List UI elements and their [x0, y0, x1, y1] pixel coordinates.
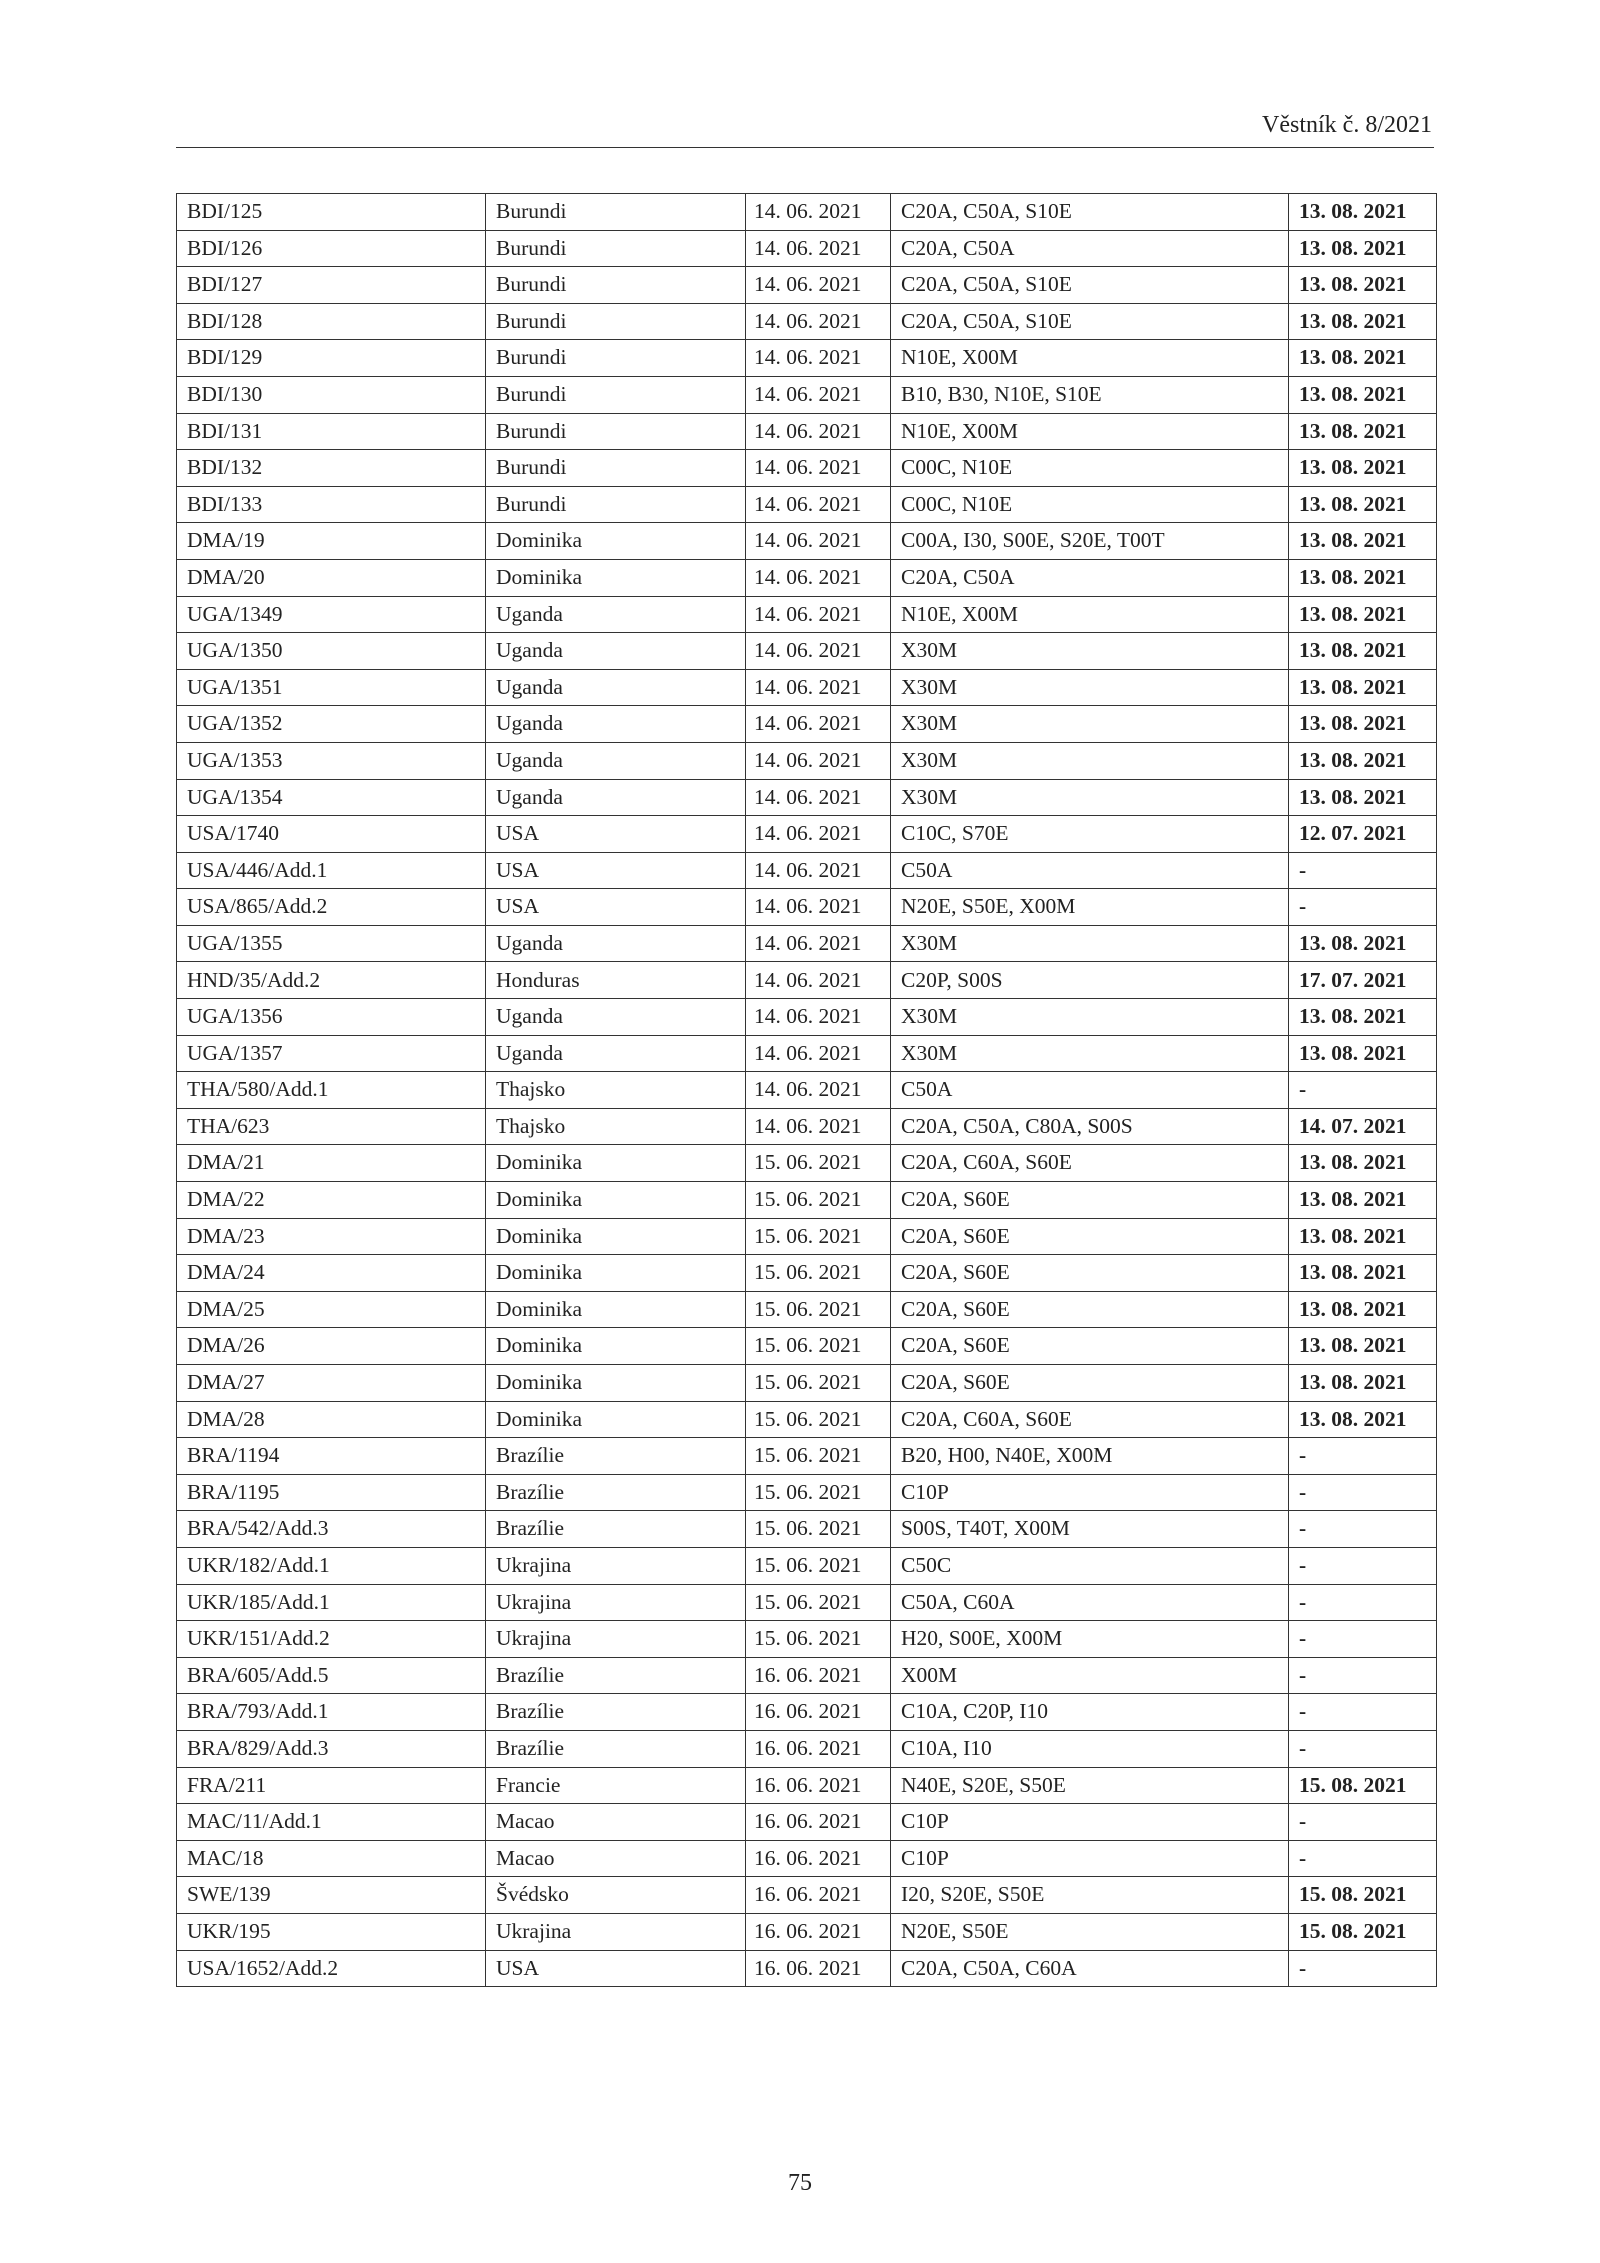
codes-cell: X30M — [891, 779, 1289, 816]
codes-cell: C20A, C50A, S10E — [891, 303, 1289, 340]
table-row — [177, 1072, 1437, 1109]
deadline-cell: 13. 08. 2021 — [1289, 669, 1437, 706]
country-cell: Uganda — [486, 999, 746, 1036]
codes-cell: C50C — [891, 1547, 1289, 1584]
codes-cell: C50A, C60A — [891, 1584, 1289, 1621]
date-cell: 15. 06. 2021 — [746, 1547, 891, 1584]
document-code-cell: UGA/1354 — [177, 779, 486, 816]
document-code-cell: BDI/128 — [177, 303, 486, 340]
document-code-cell: UGA/1350 — [177, 633, 486, 670]
date-cell: 16. 06. 2021 — [746, 1840, 891, 1877]
country-cell: Ukrajina — [486, 1621, 746, 1658]
deadline-cell: 13. 08. 2021 — [1289, 1182, 1437, 1219]
codes-cell: N20E, S50E, X00M — [891, 889, 1289, 926]
table-row — [177, 1913, 1437, 1950]
codes-cell: C00A, I30, S00E, S20E, T00T — [891, 523, 1289, 560]
deadline-cell: 13. 08. 2021 — [1289, 999, 1437, 1036]
notifications-table — [176, 193, 1437, 1987]
deadline-cell: 12. 07. 2021 — [1289, 816, 1437, 853]
table-row — [177, 1438, 1437, 1475]
country-cell: Macao — [486, 1840, 746, 1877]
codes-cell: X30M — [891, 669, 1289, 706]
deadline-cell: 13. 08. 2021 — [1289, 523, 1437, 560]
table-row — [177, 1511, 1437, 1548]
document-code-cell: DMA/28 — [177, 1401, 486, 1438]
document-code-cell: UGA/1349 — [177, 596, 486, 633]
country-cell: Brazílie — [486, 1438, 746, 1475]
date-cell: 14. 06. 2021 — [746, 999, 891, 1036]
country-cell: Dominika — [486, 559, 746, 596]
page-number: 75 — [788, 2170, 812, 2196]
country-cell: Uganda — [486, 706, 746, 743]
deadline-cell: - — [1289, 1730, 1437, 1767]
date-cell: 14. 06. 2021 — [746, 559, 891, 596]
deadline-cell: - — [1289, 1840, 1437, 1877]
codes-cell: C20A, C50A — [891, 559, 1289, 596]
deadline-cell: 13. 08. 2021 — [1289, 340, 1437, 377]
codes-cell: C20A, S60E — [891, 1182, 1289, 1219]
country-cell: Brazílie — [486, 1511, 746, 1548]
document-code-cell: HND/35/Add.2 — [177, 962, 486, 999]
document-code-cell: DMA/25 — [177, 1291, 486, 1328]
date-cell: 14. 06. 2021 — [746, 486, 891, 523]
document-code-cell: BDI/131 — [177, 413, 486, 450]
document-code-cell: DMA/27 — [177, 1365, 486, 1402]
deadline-cell: - — [1289, 1547, 1437, 1584]
date-cell: 15. 06. 2021 — [746, 1584, 891, 1621]
table-row — [177, 1328, 1437, 1365]
country-cell: USA — [486, 889, 746, 926]
date-cell: 15. 06. 2021 — [746, 1621, 891, 1658]
date-cell: 16. 06. 2021 — [746, 1694, 891, 1731]
table-row — [177, 999, 1437, 1036]
table-row — [177, 376, 1437, 413]
table-row — [177, 1035, 1437, 1072]
country-cell: Brazílie — [486, 1474, 746, 1511]
deadline-cell: 13. 08. 2021 — [1289, 742, 1437, 779]
date-cell: 15. 06. 2021 — [746, 1365, 891, 1402]
codes-cell: C10C, S70E — [891, 816, 1289, 853]
date-cell: 14. 06. 2021 — [746, 889, 891, 926]
deadline-cell: 13. 08. 2021 — [1289, 925, 1437, 962]
deadline-cell: 13. 08. 2021 — [1289, 559, 1437, 596]
country-cell: Dominika — [486, 1182, 746, 1219]
deadline-cell: 13. 08. 2021 — [1289, 486, 1437, 523]
deadline-cell: 13. 08. 2021 — [1289, 633, 1437, 670]
codes-cell: X30M — [891, 1035, 1289, 1072]
deadline-cell: 13. 08. 2021 — [1289, 1291, 1437, 1328]
date-cell: 15. 06. 2021 — [746, 1255, 891, 1292]
document-code-cell: BDI/130 — [177, 376, 486, 413]
country-cell: Brazílie — [486, 1694, 746, 1731]
deadline-cell: 13. 08. 2021 — [1289, 1218, 1437, 1255]
codes-cell: X30M — [891, 925, 1289, 962]
country-cell: USA — [486, 852, 746, 889]
date-cell: 14. 06. 2021 — [746, 816, 891, 853]
table-body — [177, 194, 1437, 1987]
country-cell: Burundi — [486, 230, 746, 267]
date-cell: 14. 06. 2021 — [746, 742, 891, 779]
date-cell: 15. 06. 2021 — [746, 1182, 891, 1219]
document-code-cell: USA/446/Add.1 — [177, 852, 486, 889]
date-cell: 15. 06. 2021 — [746, 1218, 891, 1255]
codes-cell: C20A, C60A, S60E — [891, 1145, 1289, 1182]
table-row — [177, 559, 1437, 596]
deadline-cell: - — [1289, 889, 1437, 926]
country-cell: Uganda — [486, 633, 746, 670]
codes-cell: C20A, C60A, S60E — [891, 1401, 1289, 1438]
date-cell: 16. 06. 2021 — [746, 1950, 891, 1987]
country-cell: Burundi — [486, 194, 746, 231]
codes-cell: C20A, C50A, C80A, S00S — [891, 1108, 1289, 1145]
document-code-cell: MAC/18 — [177, 1840, 486, 1877]
date-cell: 15. 06. 2021 — [746, 1438, 891, 1475]
deadline-cell: 15. 08. 2021 — [1289, 1877, 1437, 1914]
table-row — [177, 1401, 1437, 1438]
document-code-cell: BDI/132 — [177, 450, 486, 487]
codes-cell: C10P — [891, 1474, 1289, 1511]
country-cell: Brazílie — [486, 1730, 746, 1767]
deadline-cell: - — [1289, 1657, 1437, 1694]
document-code-cell: UKR/195 — [177, 1913, 486, 1950]
deadline-cell: 15. 08. 2021 — [1289, 1913, 1437, 1950]
document-code-cell: BDI/129 — [177, 340, 486, 377]
date-cell: 16. 06. 2021 — [746, 1730, 891, 1767]
codes-cell: N10E, X00M — [891, 596, 1289, 633]
table-row — [177, 1657, 1437, 1694]
country-cell: Burundi — [486, 376, 746, 413]
table-row — [177, 1474, 1437, 1511]
document-code-cell: UGA/1357 — [177, 1035, 486, 1072]
codes-cell: N10E, X00M — [891, 413, 1289, 450]
document-code-cell: THA/580/Add.1 — [177, 1072, 486, 1109]
table-row — [177, 1804, 1437, 1841]
codes-cell: C20A, S60E — [891, 1328, 1289, 1365]
date-cell: 15. 06. 2021 — [746, 1291, 891, 1328]
document-code-cell: MAC/11/Add.1 — [177, 1804, 486, 1841]
codes-cell: C10A, C20P, I10 — [891, 1694, 1289, 1731]
codes-cell: C20A, C50A, S10E — [891, 194, 1289, 231]
country-cell: Dominika — [486, 1401, 746, 1438]
document-code-cell: UGA/1351 — [177, 669, 486, 706]
codes-cell: I20, S20E, S50E — [891, 1877, 1289, 1914]
document-code-cell: UKR/151/Add.2 — [177, 1621, 486, 1658]
deadline-cell: 13. 08. 2021 — [1289, 1255, 1437, 1292]
table-row — [177, 596, 1437, 633]
table-row — [177, 1218, 1437, 1255]
country-cell: Uganda — [486, 669, 746, 706]
deadline-cell: - — [1289, 1072, 1437, 1109]
document-code-cell: UKR/182/Add.1 — [177, 1547, 486, 1584]
codes-cell: C20A, C50A, S10E — [891, 267, 1289, 304]
date-cell: 14. 06. 2021 — [746, 523, 891, 560]
country-cell: Uganda — [486, 1035, 746, 1072]
date-cell: 16. 06. 2021 — [746, 1767, 891, 1804]
table-row — [177, 742, 1437, 779]
deadline-cell: 13. 08. 2021 — [1289, 303, 1437, 340]
codes-cell: N20E, S50E — [891, 1913, 1289, 1950]
deadline-cell: - — [1289, 1438, 1437, 1475]
country-cell: Dominika — [486, 1145, 746, 1182]
document-code-cell: DMA/26 — [177, 1328, 486, 1365]
codes-cell: C00C, N10E — [891, 486, 1289, 523]
document-code-cell: USA/1652/Add.2 — [177, 1950, 486, 1987]
codes-cell: C20A, S60E — [891, 1218, 1289, 1255]
country-cell: Ukrajina — [486, 1913, 746, 1950]
date-cell: 14. 06. 2021 — [746, 633, 891, 670]
deadline-cell: - — [1289, 1621, 1437, 1658]
table-row — [177, 340, 1437, 377]
table-row — [177, 852, 1437, 889]
table-row — [177, 230, 1437, 267]
date-cell: 14. 06. 2021 — [746, 303, 891, 340]
table-row — [177, 267, 1437, 304]
codes-cell: C10A, I10 — [891, 1730, 1289, 1767]
codes-cell: C20A, C50A, C60A — [891, 1950, 1289, 1987]
date-cell: 14. 06. 2021 — [746, 669, 891, 706]
codes-cell: B20, H00, N40E, X00M — [891, 1438, 1289, 1475]
country-cell: Švédsko — [486, 1877, 746, 1914]
table-row — [177, 925, 1437, 962]
deadline-cell: 13. 08. 2021 — [1289, 1401, 1437, 1438]
table-row — [177, 1182, 1437, 1219]
deadline-cell: - — [1289, 1804, 1437, 1841]
codes-cell: N10E, X00M — [891, 340, 1289, 377]
table-row — [177, 1950, 1437, 1987]
document-code-cell: DMA/24 — [177, 1255, 486, 1292]
date-cell: 14. 06. 2021 — [746, 194, 891, 231]
country-cell: USA — [486, 1950, 746, 1987]
table-row — [177, 303, 1437, 340]
document-code-cell: USA/1740 — [177, 816, 486, 853]
deadline-cell: - — [1289, 852, 1437, 889]
date-cell: 14. 06. 2021 — [746, 1072, 891, 1109]
codes-cell: C20A, S60E — [891, 1255, 1289, 1292]
country-cell: Uganda — [486, 742, 746, 779]
country-cell: Ukrajina — [486, 1584, 746, 1621]
document-code-cell: BRA/542/Add.3 — [177, 1511, 486, 1548]
document-code-cell: BDI/125 — [177, 194, 486, 231]
deadline-cell: 13. 08. 2021 — [1289, 779, 1437, 816]
codes-cell: C10P — [891, 1804, 1289, 1841]
table-row — [177, 1877, 1437, 1914]
table-row — [177, 1767, 1437, 1804]
document-code-cell: DMA/21 — [177, 1145, 486, 1182]
table-row — [177, 889, 1437, 926]
table-row — [177, 1730, 1437, 1767]
date-cell: 16. 06. 2021 — [746, 1913, 891, 1950]
deadline-cell: 13. 08. 2021 — [1289, 230, 1437, 267]
country-cell: Burundi — [486, 486, 746, 523]
date-cell: 14. 06. 2021 — [746, 267, 891, 304]
table-row — [177, 1621, 1437, 1658]
document-code-cell: SWE/139 — [177, 1877, 486, 1914]
country-cell: Burundi — [486, 340, 746, 377]
date-cell: 15. 06. 2021 — [746, 1474, 891, 1511]
table-row — [177, 779, 1437, 816]
table-row — [177, 1145, 1437, 1182]
page-header — [176, 112, 1434, 148]
deadline-cell: - — [1289, 1511, 1437, 1548]
codes-cell: C20P, S00S — [891, 962, 1289, 999]
codes-cell: B10, B30, N10E, S10E — [891, 376, 1289, 413]
document-code-cell: BRA/1195 — [177, 1474, 486, 1511]
document-code-cell: BRA/1194 — [177, 1438, 486, 1475]
codes-cell: C00C, N10E — [891, 450, 1289, 487]
document-code-cell: UGA/1352 — [177, 706, 486, 743]
table-row — [177, 194, 1437, 231]
table-row — [177, 706, 1437, 743]
date-cell: 14. 06. 2021 — [746, 413, 891, 450]
table-row — [177, 486, 1437, 523]
table-row — [177, 669, 1437, 706]
date-cell: 14. 06. 2021 — [746, 1108, 891, 1145]
document-code-cell: BDI/133 — [177, 486, 486, 523]
country-cell: Burundi — [486, 413, 746, 450]
document-code-cell: USA/865/Add.2 — [177, 889, 486, 926]
document-code-cell: DMA/19 — [177, 523, 486, 560]
codes-cell: C10P — [891, 1840, 1289, 1877]
deadline-cell: 13. 08. 2021 — [1289, 413, 1437, 450]
document-code-cell: BDI/126 — [177, 230, 486, 267]
document-code-cell: BRA/605/Add.5 — [177, 1657, 486, 1694]
document-code-cell: UKR/185/Add.1 — [177, 1584, 486, 1621]
country-cell: Brazílie — [486, 1657, 746, 1694]
country-cell: USA — [486, 816, 746, 853]
table-row — [177, 1547, 1437, 1584]
date-cell: 15. 06. 2021 — [746, 1401, 891, 1438]
deadline-cell: 13. 08. 2021 — [1289, 596, 1437, 633]
date-cell: 14. 06. 2021 — [746, 376, 891, 413]
deadline-cell: - — [1289, 1950, 1437, 1987]
document-code-cell: UGA/1353 — [177, 742, 486, 779]
deadline-cell: 17. 07. 2021 — [1289, 962, 1437, 999]
codes-cell: X30M — [891, 999, 1289, 1036]
codes-cell: C20A, S60E — [891, 1291, 1289, 1328]
table-row — [177, 1255, 1437, 1292]
country-cell: Thajsko — [486, 1108, 746, 1145]
date-cell: 14. 06. 2021 — [746, 230, 891, 267]
document-code-cell: BRA/829/Add.3 — [177, 1730, 486, 1767]
codes-cell: C20A, S60E — [891, 1365, 1289, 1402]
country-cell: Dominika — [486, 523, 746, 560]
deadline-cell: - — [1289, 1474, 1437, 1511]
deadline-cell: 13. 08. 2021 — [1289, 376, 1437, 413]
date-cell: 15. 06. 2021 — [746, 1145, 891, 1182]
document-code-cell: THA/623 — [177, 1108, 486, 1145]
country-cell: Thajsko — [486, 1072, 746, 1109]
table-row — [177, 1694, 1437, 1731]
table-row — [177, 523, 1437, 560]
date-cell: 14. 06. 2021 — [746, 340, 891, 377]
codes-cell: X30M — [891, 633, 1289, 670]
table-row — [177, 633, 1437, 670]
codes-cell: C50A — [891, 852, 1289, 889]
bulletin-title: Věstník č. 8/2021 — [1262, 112, 1432, 138]
country-cell: Burundi — [486, 303, 746, 340]
date-cell: 15. 06. 2021 — [746, 1328, 891, 1365]
codes-cell: X00M — [891, 1657, 1289, 1694]
deadline-cell: 13. 08. 2021 — [1289, 194, 1437, 231]
country-cell: Dominika — [486, 1328, 746, 1365]
codes-cell: X30M — [891, 742, 1289, 779]
country-cell: Uganda — [486, 779, 746, 816]
country-cell: Dominika — [486, 1255, 746, 1292]
document-code-cell: FRA/211 — [177, 1767, 486, 1804]
country-cell: Francie — [486, 1767, 746, 1804]
country-cell: Ukrajina — [486, 1547, 746, 1584]
document-code-cell: BRA/793/Add.1 — [177, 1694, 486, 1731]
date-cell: 14. 06. 2021 — [746, 706, 891, 743]
country-cell: Burundi — [486, 267, 746, 304]
codes-cell: N40E, S20E, S50E — [891, 1767, 1289, 1804]
country-cell: Uganda — [486, 596, 746, 633]
deadline-cell: 13. 08. 2021 — [1289, 1365, 1437, 1402]
date-cell: 15. 06. 2021 — [746, 1511, 891, 1548]
deadline-cell: 14. 07. 2021 — [1289, 1108, 1437, 1145]
table-row — [177, 962, 1437, 999]
table-row — [177, 1291, 1437, 1328]
table-row — [177, 816, 1437, 853]
country-cell: Dominika — [486, 1218, 746, 1255]
country-cell: Uganda — [486, 925, 746, 962]
date-cell: 14. 06. 2021 — [746, 450, 891, 487]
codes-cell: S00S, T40T, X00M — [891, 1511, 1289, 1548]
country-cell: Dominika — [486, 1365, 746, 1402]
deadline-cell: - — [1289, 1694, 1437, 1731]
document-code-cell: DMA/23 — [177, 1218, 486, 1255]
deadline-cell: 13. 08. 2021 — [1289, 706, 1437, 743]
deadline-cell: 13. 08. 2021 — [1289, 1145, 1437, 1182]
deadline-cell: 13. 08. 2021 — [1289, 1035, 1437, 1072]
date-cell: 16. 06. 2021 — [746, 1657, 891, 1694]
document-code-cell: UGA/1356 — [177, 999, 486, 1036]
table-row — [177, 1365, 1437, 1402]
deadline-cell: 15. 08. 2021 — [1289, 1767, 1437, 1804]
document-code-cell: BDI/127 — [177, 267, 486, 304]
document-code-cell: UGA/1355 — [177, 925, 486, 962]
country-cell: Dominika — [486, 1291, 746, 1328]
date-cell: 14. 06. 2021 — [746, 596, 891, 633]
codes-cell: C50A — [891, 1072, 1289, 1109]
table-row — [177, 413, 1437, 450]
date-cell: 14. 06. 2021 — [746, 779, 891, 816]
deadline-cell: 13. 08. 2021 — [1289, 1328, 1437, 1365]
table-row — [177, 1584, 1437, 1621]
deadline-cell: - — [1289, 1584, 1437, 1621]
date-cell: 14. 06. 2021 — [746, 962, 891, 999]
table-row — [177, 450, 1437, 487]
codes-cell: H20, S00E, X00M — [891, 1621, 1289, 1658]
deadline-cell: 13. 08. 2021 — [1289, 267, 1437, 304]
date-cell: 16. 06. 2021 — [746, 1804, 891, 1841]
country-cell: Macao — [486, 1804, 746, 1841]
deadline-cell: 13. 08. 2021 — [1289, 450, 1437, 487]
date-cell: 14. 06. 2021 — [746, 925, 891, 962]
codes-cell: X30M — [891, 706, 1289, 743]
table-row — [177, 1108, 1437, 1145]
date-cell: 14. 06. 2021 — [746, 852, 891, 889]
codes-cell: C20A, C50A — [891, 230, 1289, 267]
date-cell: 14. 06. 2021 — [746, 1035, 891, 1072]
table-row — [177, 1840, 1437, 1877]
date-cell: 16. 06. 2021 — [746, 1877, 891, 1914]
country-cell: Honduras — [486, 962, 746, 999]
document-code-cell: DMA/20 — [177, 559, 486, 596]
document-code-cell: DMA/22 — [177, 1182, 486, 1219]
country-cell: Burundi — [486, 450, 746, 487]
